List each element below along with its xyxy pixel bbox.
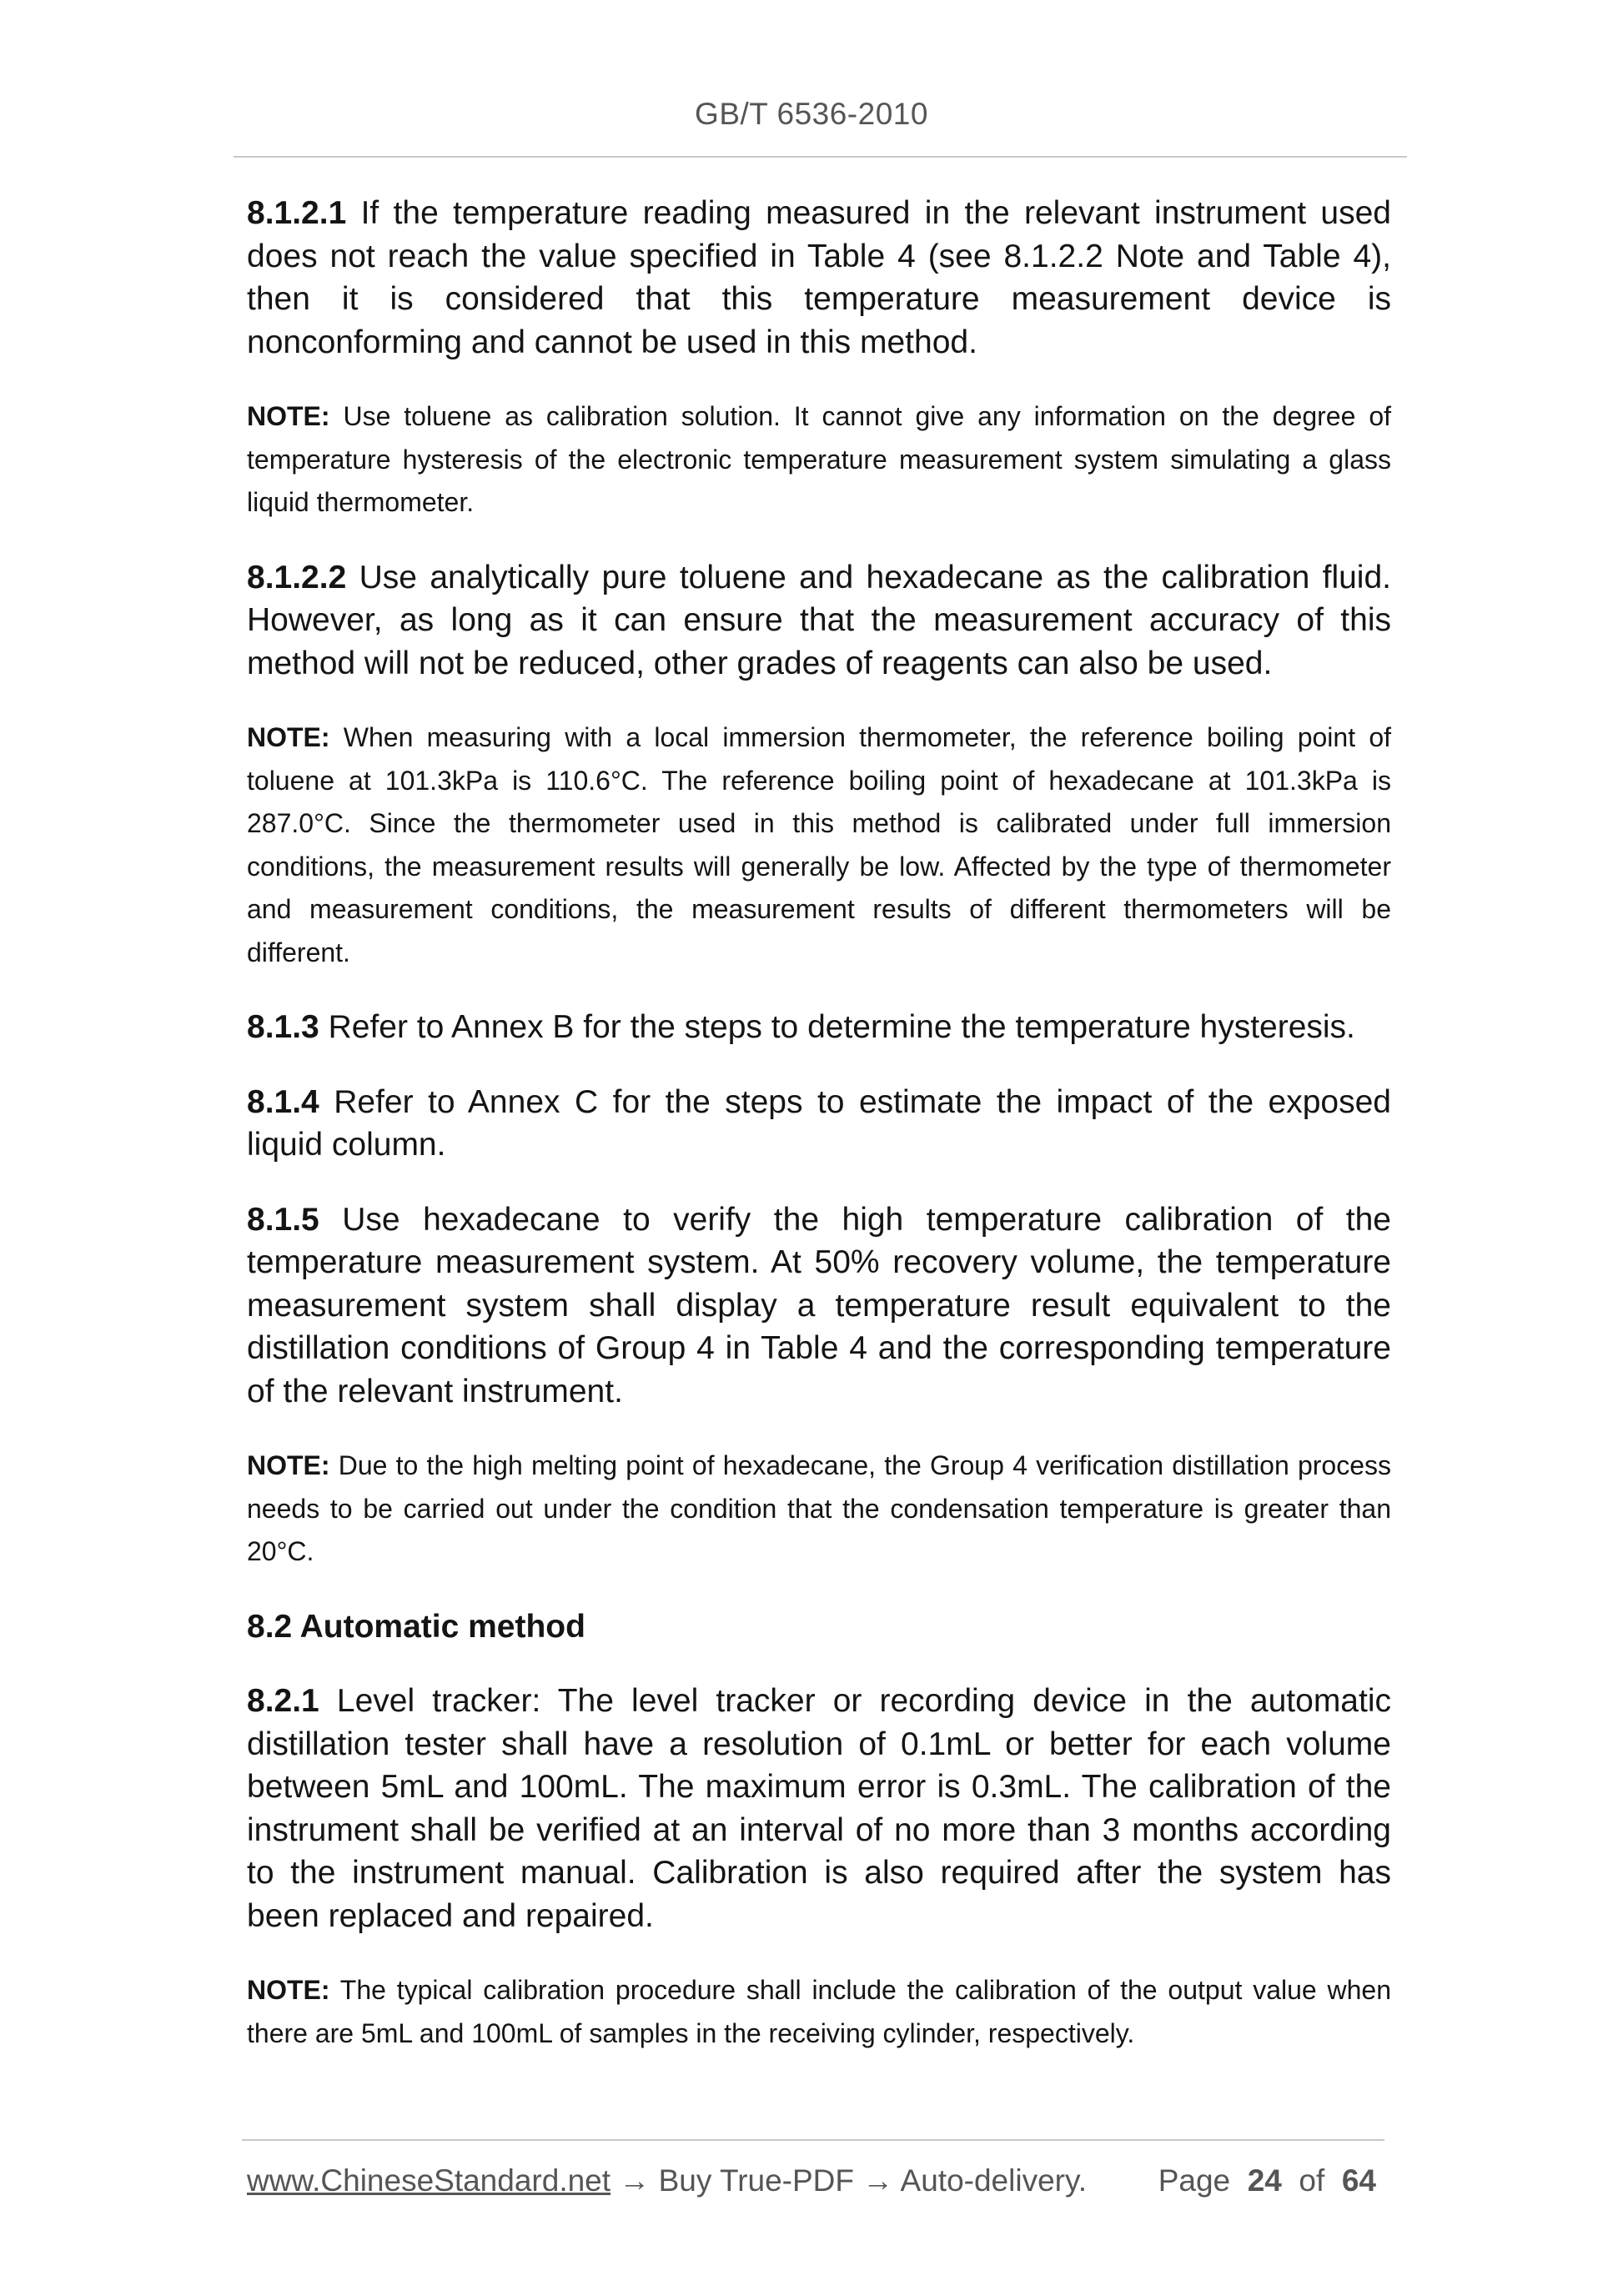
note-label: NOTE: — [247, 1450, 330, 1480]
page-indicator — [1158, 2163, 1376, 2198]
clause-number: 8.2.1 — [247, 1683, 319, 1719]
header-divider — [234, 156, 1407, 158]
clause-8-1-2-1 — [247, 192, 1391, 364]
clause-text: Use hexadecane to verify the high temperature calibration of the temperature measurement system. At 50% recovery volume, the temperature measurement system shall display a temperature result equivalent to the distillation conditions of Group 4 in Table 4 and the corresponding temperature of the relevant instrument. — [247, 1201, 1391, 1409]
clause-number: 8.1.3 — [247, 1009, 319, 1045]
note-3 — [247, 1444, 1391, 1574]
clause-text: Refer to Annex C for the steps to estimate the impact of the exposed liquid column. — [247, 1083, 1392, 1163]
document-header: GB/T 6536-2010 — [695, 97, 928, 131]
clause-text: Use analytically pure toluene and hexadecane as the calibration fluid. However, as long as it can ensure that the measurement accuracy of this method will not be reduced, other grades of reagents can also be used. — [247, 559, 1391, 681]
section-heading-8-2: 8.2 Automatic method — [247, 1608, 585, 1645]
clause-8-1-2-2 — [247, 556, 1391, 686]
note-text: The typical calibration procedure shall include the calibration of the output value when there are 5mL and 100mL of samples in the receiving cylinder, respectively. — [247, 1975, 1392, 2048]
clause-8-2-1 — [247, 1680, 1391, 1937]
clause-text: Refer to Annex B for the steps to determine the temperature hysteresis. — [328, 1009, 1355, 1045]
page-label: Page — [1158, 2163, 1231, 2198]
arrow-right-icon: → — [619, 2163, 651, 2198]
note-text: When measuring with a local immersion thermometer, the reference boiling point of toluene at 101.3kPa is 110.6°C. The reference boiling point of hexadecane at 101.3kPa is 287.0°C. Since the thermometer used in this method is calibrated under full immersion conditions, the measurement results will generally be low. Affected by the type of thermometer and measurement conditions, the measurement results of different thermometers will be different. — [247, 722, 1392, 967]
note-text: Use toluene as calibration solution. It cannot give any information on the degree of temperature hysteresis of the electronic temperature measurement system simulating a glass liquid thermometer. — [247, 401, 1392, 517]
website-link[interactable]: www.ChineseStandard.net — [247, 2163, 611, 2198]
clause-8-1-5 — [247, 1198, 1391, 1414]
note-label: NOTE: — [247, 401, 330, 431]
note-label: NOTE: — [247, 1975, 330, 2005]
clause-8-1-3 — [247, 1006, 1391, 1049]
clause-number: 8.1.2.1 — [247, 195, 347, 231]
clause-number: 8.1.4 — [247, 1083, 319, 1120]
page-current: 24 — [1247, 2163, 1282, 2198]
clause-8-1-4 — [247, 1081, 1391, 1167]
buy-text: Buy True-PDF — [658, 2163, 855, 2198]
footer-promo — [247, 2163, 1087, 2198]
document-body — [247, 192, 1391, 2087]
footer-divider — [242, 2139, 1384, 2141]
page-of-label: of — [1299, 2163, 1325, 2198]
clause-number: 8.1.5 — [247, 1201, 319, 1238]
arrow-right-icon: → — [862, 2163, 894, 2198]
clause-text: If the temperature reading measured in the relevant instrument used does not reach the value specified in Table 4 (see 8.1.2.2 Note and Table 4), then it is considered that this temperature measurement device is nonconforming and cannot be used in this method. — [247, 195, 1391, 360]
note-4 — [247, 1969, 1391, 2055]
clause-number: 8.1.2.2 — [247, 559, 347, 595]
page-total: 64 — [1341, 2163, 1376, 2198]
clause-text: Level tracker: The level tracker or recording device in the automatic distillation tester shall have a resolution of 0.1mL or better for each volume between 5mL and 100mL. The maximum error is 0.3mL. The calibration of the instrument shall be verified at an interval of no more than 3 months according to the instrument manual. Calibration is also required after the system has been replaced and repaired. — [247, 1683, 1391, 1934]
delivery-text: Auto-delivery. — [900, 2163, 1088, 2198]
note-2 — [247, 716, 1391, 974]
note-1 — [247, 395, 1391, 525]
note-text: Due to the high melting point of hexadecane, the Group 4 verification distillation process needs to be carried out under the condition that the condensation temperature is greater than 20°C. — [247, 1450, 1391, 1566]
note-label: NOTE: — [247, 722, 330, 752]
